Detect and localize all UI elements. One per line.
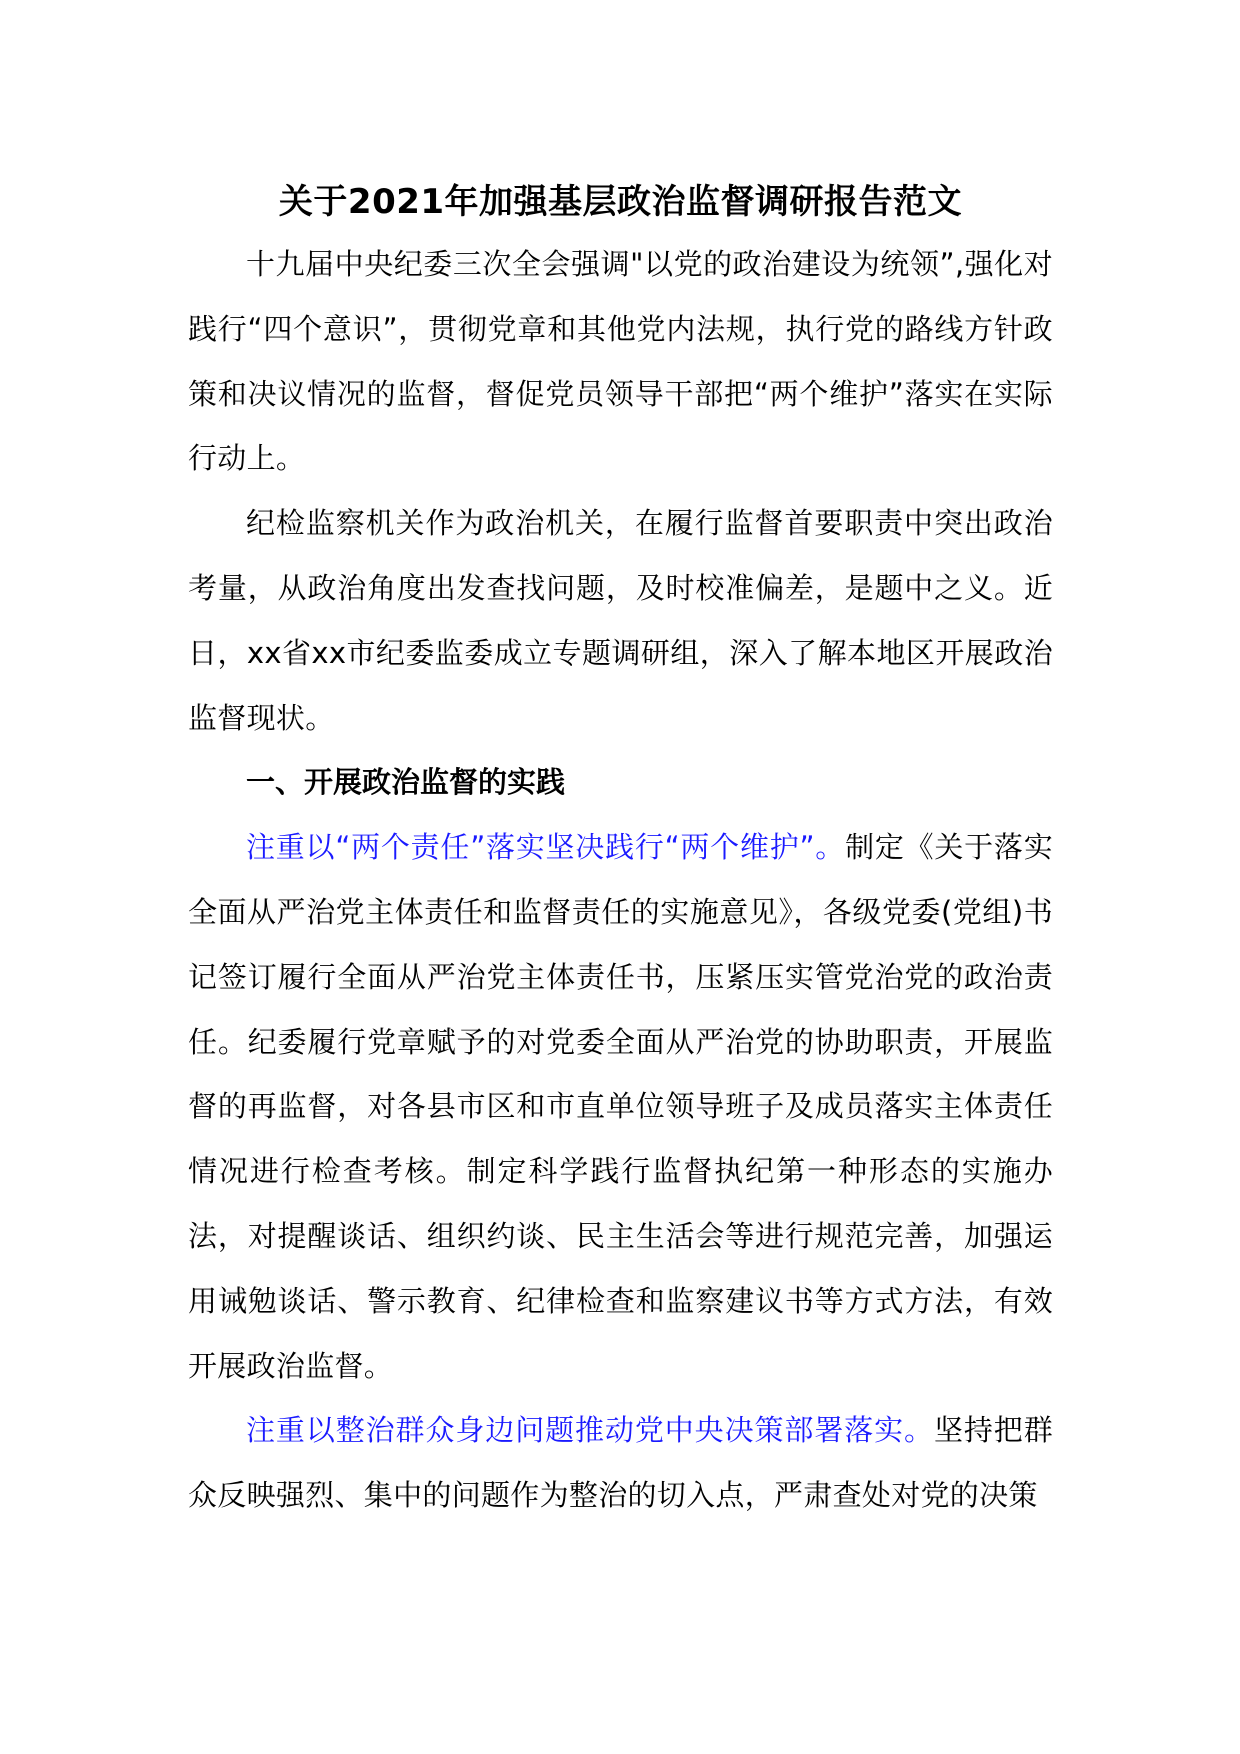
lead-sentence: 注重以整治群众身边问题推动党中央决策部署落实。: [246, 1413, 934, 1448]
paragraph-text: 坚持把群众反映强烈、集中的问题作为整治的切入点，严肃查处对党的决策: [188, 1413, 1054, 1513]
section-paragraph: [188, 1398, 1053, 1528]
document-body: [188, 178, 1053, 1528]
section-heading: 一、开展政治监督的实践: [246, 765, 566, 800]
section-paragraph: [188, 815, 1053, 1398]
paragraph-text: 制定《关于落实全面从严治党主体责任和监督责任的实施意见》，各级党委(党组)书记签订履行全面从严治党主体责任书，压紧压实管党治党的政治责任。纪委履行党章赋予的对党委全面从严治党的协助职责，开展监督的再监督，对各县市区和市直单位领导班子及成员落实主体责任情况进行检查考核。制定科学践行监督执纪第一种形态的实施办法，对提醒谈话、组织约谈、民主生活会等进行规范完善，加强运用诫勉谈话、警示教育、纪律检查和监察建议书等方式方法，有效开展政治监督。: [188, 830, 1053, 1383]
body-paragraph: 纪检监察机关作为政治机关，在履行监督首要职责中突出政治考量，从政治角度出发查找问题，及时校准偏差，是题中之义。近日，xx省xx市纪委监委成立专题调研组，深入了解本地区开展政治监督现状。: [188, 506, 1053, 735]
body-paragraph: 十九届中央纪委三次全会强调"以党的政治建设为统领”,强化对践行“四个意识”，贯彻党章和其他党内法规，执行党的路线方针政策和决议情况的监督，督促党员领导干部把“两个维护”落实在实际行动上。: [188, 247, 1053, 476]
lead-sentence: 注重以“两个责任”落实坚决践行“两个维护”。: [246, 830, 846, 865]
document-title: 关于2021年加强基层政治监督调研报告范文: [278, 182, 963, 222]
